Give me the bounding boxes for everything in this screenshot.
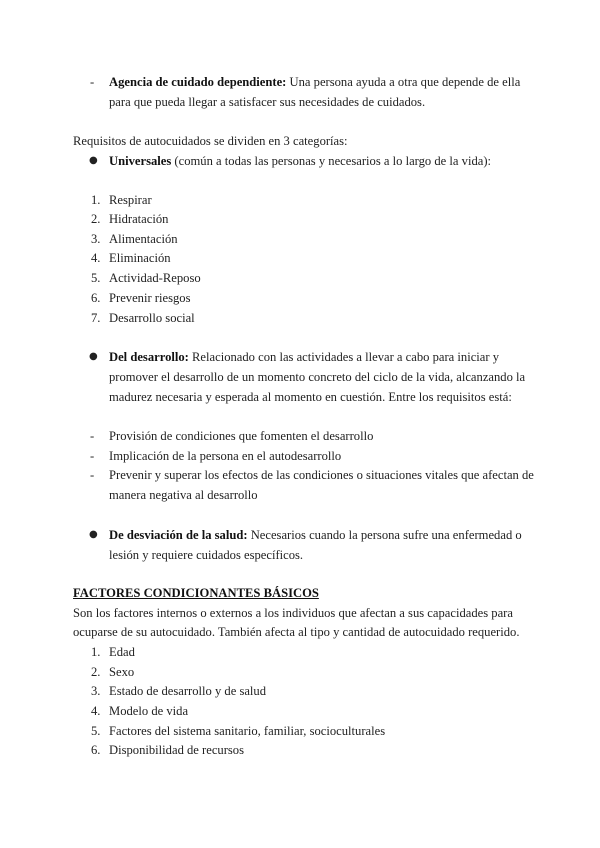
universales-line xyxy=(109,153,491,169)
list-item-text: Prevenir y superar los efectos de las condiciones o situaciones vitales que afectan de xyxy=(109,468,534,482)
desviacion-desc: Necesarios cuando la persona sufre una enfermedad o xyxy=(247,528,522,542)
desviacion-term: De desviación de la salud: xyxy=(109,528,248,542)
list-item-text: Modelo de vida xyxy=(109,704,189,718)
bullet-marker: ● xyxy=(89,155,98,166)
list-item-text: Respirar xyxy=(109,193,152,207)
desarrollo-line-3: madurez necesaria y esperada al momento en cuestión. Entre los requisitos está: xyxy=(109,390,512,404)
list-item-text: Estado de desarrollo y de salud xyxy=(109,684,267,698)
list-item-text: Provisión de condiciones que fomenten el desarrollo xyxy=(109,429,374,443)
desviacion-line-1 xyxy=(109,527,522,543)
list-item-text: Sexo xyxy=(109,665,135,679)
list-item: 4. xyxy=(91,704,101,718)
factores-intro-line-2: ocuparse de su autocuidado. También afecta al tipo y cantidad de autocuidado requerido. xyxy=(73,625,520,639)
dash-marker: - xyxy=(90,429,95,443)
list-item: 7. xyxy=(91,311,101,325)
universales-desc: (común a todas las personas y necesarios a lo largo de la vida): xyxy=(171,154,492,168)
dash-marker: - xyxy=(90,468,95,482)
list-item-text: Hidratación xyxy=(109,212,169,226)
list-item-text: Factores del sistema sanitario, familiar, socioculturales xyxy=(109,724,386,738)
list-item-text: Eliminación xyxy=(109,251,171,265)
list-item: 3. xyxy=(91,684,101,698)
list-item-text: Desarrollo social xyxy=(109,311,195,325)
list-item: 5. xyxy=(91,724,101,738)
factores-intro-line-1: Son los factores internos o externos a los individuos que afectan a sus capacidades para xyxy=(73,606,513,620)
desviacion-line-2: lesión y requiere cuidados específicos. xyxy=(109,548,304,562)
list-item: 5. xyxy=(91,271,101,285)
list-item-text: Prevenir riesgos xyxy=(109,291,191,305)
requisitos-intro: Requisitos de autocuidados se dividen en 3 categorías: xyxy=(73,134,348,148)
list-item: 4. xyxy=(91,251,101,265)
agencia-line-2: para que pueda llegar a satisfacer sus necesidades de cuidados. xyxy=(109,95,426,109)
list-item-text: Edad xyxy=(109,645,135,659)
list-item-text: Alimentación xyxy=(109,232,178,246)
list-item-text: Implicación de la persona en el autodesarrollo xyxy=(109,449,342,463)
list-item-text: Disponibilidad de recursos xyxy=(109,743,245,757)
list-item-text: manera negativa al desarrollo xyxy=(109,488,258,502)
list-item: 6. xyxy=(91,743,101,757)
dash-marker: - xyxy=(90,449,95,463)
list-item: 2. xyxy=(91,212,101,226)
agencia-term: Agencia de cuidado dependiente: xyxy=(109,75,287,89)
list-item-text: Actividad-Reposo xyxy=(109,271,201,285)
list-item: 1. xyxy=(91,645,101,659)
desarrollo-line-2: promover el desarrollo de un momento concreto del ciclo de la vida, alcanzando la xyxy=(109,370,526,384)
list-item: 3. xyxy=(91,232,101,246)
agencia-definition: Una persona ayuda a otra que depende de ella xyxy=(286,75,521,89)
universales-term: Universales xyxy=(109,154,172,168)
list-item: 6. xyxy=(91,291,101,305)
section-heading: FACTORES CONDICIONANTES BÁSICOS xyxy=(73,586,319,600)
agencia-line-1 xyxy=(109,74,520,90)
desarrollo-line-1 xyxy=(109,349,499,365)
list-item: 2. xyxy=(91,665,101,679)
bullet-marker: ● xyxy=(89,351,98,362)
list-item: 1. xyxy=(91,193,101,207)
bullet-marker: ● xyxy=(89,529,98,540)
desarrollo-term: Del desarrollo: xyxy=(109,350,189,364)
desarrollo-desc: Relacionado con las actividades a llevar a cabo para iniciar y xyxy=(188,350,500,364)
dash-marker: - xyxy=(90,75,95,89)
